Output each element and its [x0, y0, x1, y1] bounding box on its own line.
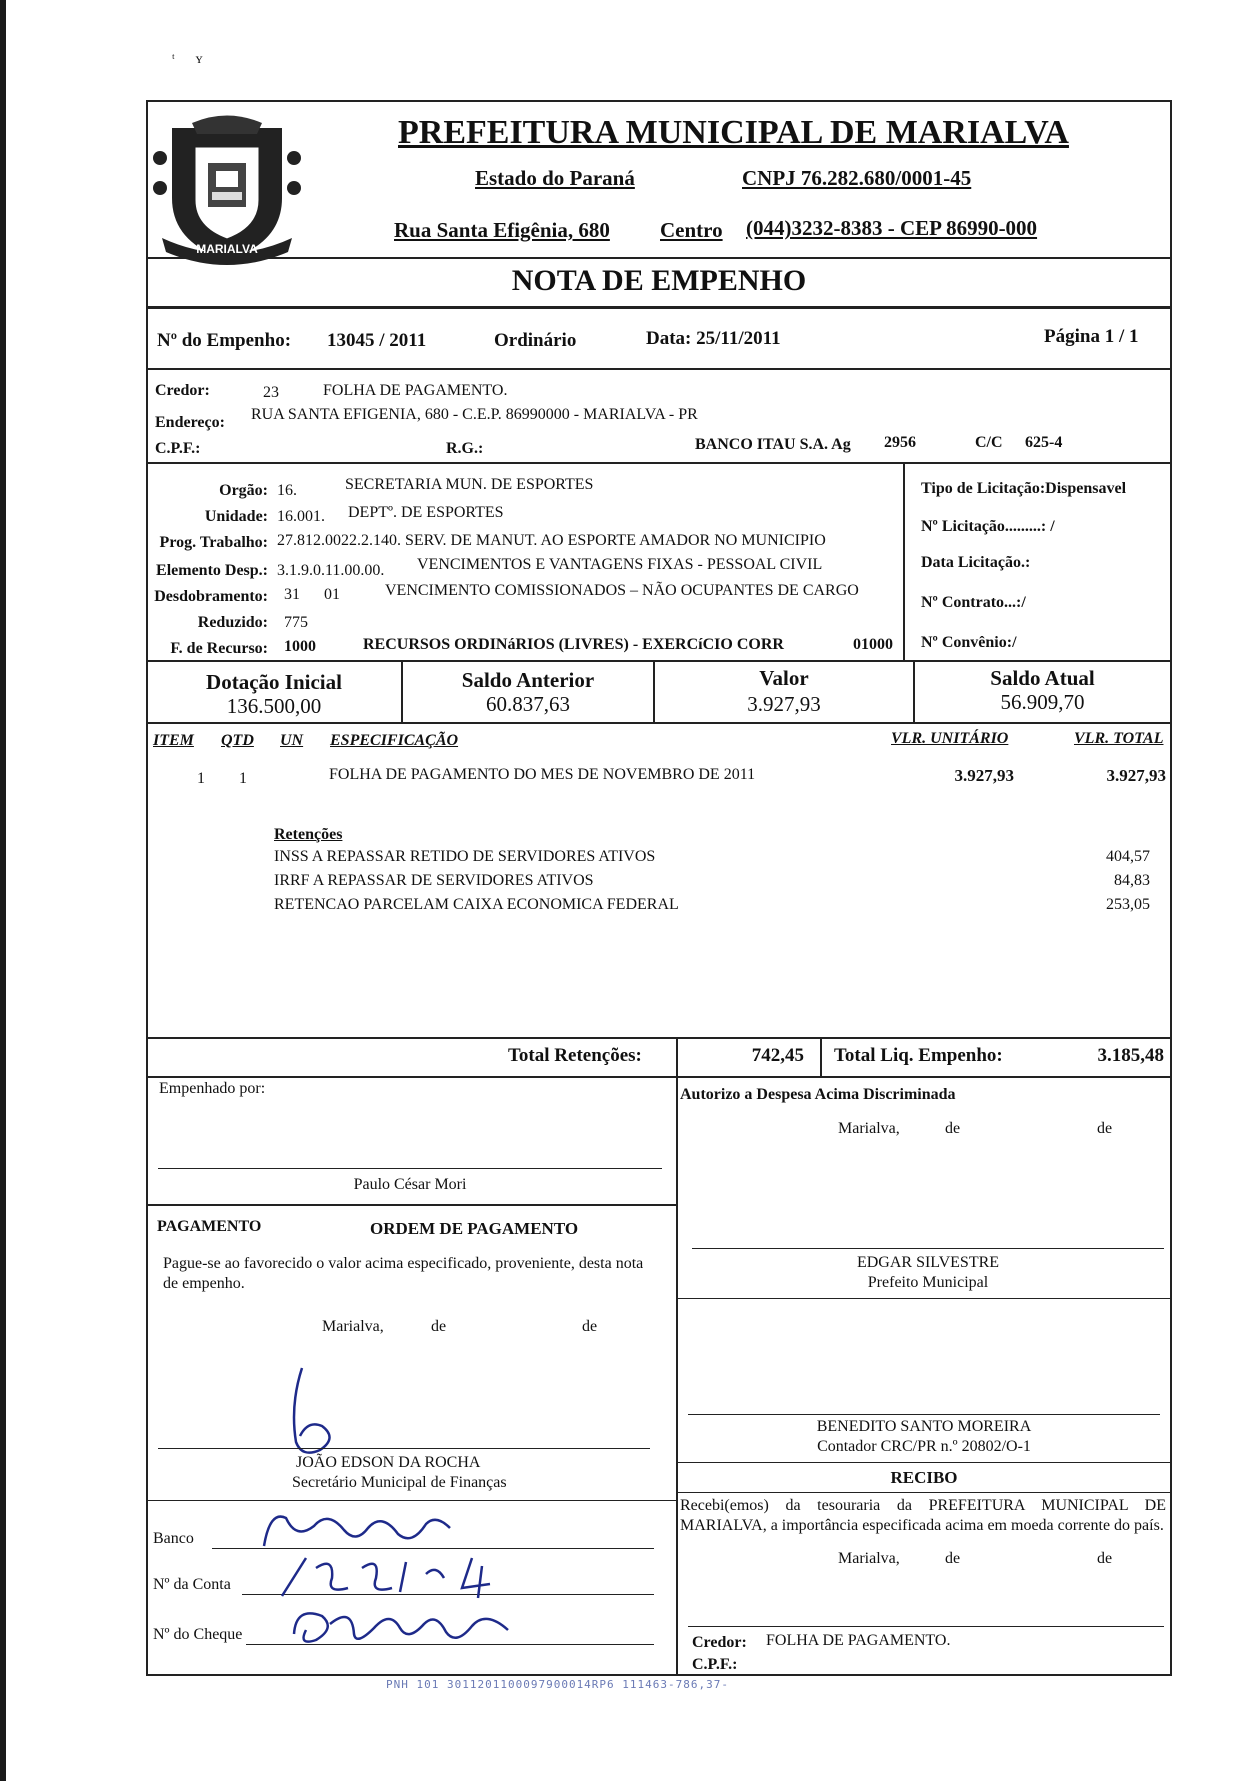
col-un: UN [280, 732, 304, 749]
reduzido-label: Reduzido: [197, 614, 268, 631]
item-qtd: 1 [239, 770, 247, 787]
col-vlr-unitario: VLR. UNITÁRIO [891, 730, 1009, 747]
scan-mark: ᵗ ʏ [172, 52, 203, 67]
reduzido-value: 775 [284, 614, 308, 631]
pague-text: Pague-se ao favorecido o valor acima especificado, proveniente, desta nota de empenho. [163, 1255, 644, 1292]
handwritten-cheque [286, 1594, 516, 1654]
empenho-type: Ordinário [494, 330, 577, 351]
credor-code: 23 [263, 384, 279, 401]
conta-label: Nº da Conta [153, 1576, 231, 1593]
col-qtd: QTD [221, 732, 254, 749]
secretario-title: Secretário Municipal de Finanças [292, 1474, 507, 1491]
pague-de: de [431, 1318, 447, 1335]
pague-de: de [582, 1318, 598, 1335]
header-address: Rua Santa Efigênia, 680 [394, 218, 610, 242]
ordem-pagamento-label: ORDEM DE PAGAMENTO [370, 1219, 579, 1238]
recurso-number: 01000 [853, 636, 893, 653]
bank-agency: 2956 [884, 434, 916, 451]
total-retencoes-value: 742,45 [751, 1045, 804, 1066]
col-vlr-total: VLR. TOTAL [1074, 730, 1164, 747]
recurso-label: F. de Recurso: [170, 640, 268, 657]
recibo-de: de [945, 1550, 961, 1567]
saldo-atual-value: 56.909,70 [1000, 690, 1085, 714]
data-licitacao: Data Licitação.: [921, 554, 1031, 571]
elemento-code: 3.1.9.0.11.00.00. [277, 562, 385, 579]
unidade-label: Unidade: [204, 508, 268, 525]
recibo-text: Recebi(emos) da tesouraria da PREFEITURA MUNICIPAL DE MARIALVA, a importância especificada acima em moeda corrente do país. [680, 1497, 1166, 1534]
endereco-value: RUA SANTA EFIGENIA, 680 - C.E.P. 86990000 - MARIALVA - PR [251, 406, 698, 423]
header-district: Centro [660, 218, 723, 242]
prefeito-name: EDGAR SILVESTRE [856, 1254, 1000, 1271]
retencao-desc: RETENCAO PARCELAM CAIXA ECONOMICA FEDERAL [274, 896, 679, 913]
saldo-atual-label: Saldo Atual [990, 666, 1095, 690]
recurso-name: RECURSOS ORDINáRIOS (LIVRES) - EXERCíCIO CORR [363, 636, 784, 653]
recibo-city: Marialva, [838, 1550, 900, 1567]
total-retencoes-label: Total Retenções: [508, 1045, 642, 1066]
header-phone-cep: (044)3232-8383 - CEP 86990-000 [746, 216, 1038, 240]
cc-value: 625-4 [1025, 434, 1063, 451]
n-convenio: Nº Convênio:/ [921, 634, 1017, 651]
orgao-name: SECRETARIA MUN. DE ESPORTES [345, 476, 594, 493]
cheque-label: Nº do Cheque [153, 1626, 243, 1643]
credor-name: FOLHA DE PAGAMENTO. [323, 382, 508, 399]
autorizo-city: Marialva, [838, 1120, 900, 1137]
contador-title: Contador CRC/PR n.º 20802/O-1 [817, 1438, 1031, 1455]
n-contrato: Nº Contrato...:/ [921, 594, 1026, 611]
secretario-name: JOÃO EDSON DA ROCHA [296, 1454, 481, 1471]
header-title: PREFEITURA MUNICIPAL DE MARIALVA [398, 114, 1069, 151]
valor-value: 3.927,93 [747, 692, 821, 716]
item-vlr-unitario: 3.927,93 [954, 766, 1014, 785]
desdobramento-name: VENCIMENTO COMISSIONADOS – NÃO OCUPANTES DE CARGO [385, 582, 859, 599]
document-title: NOTA DE EMPENHO [511, 264, 807, 297]
recibo-credor-label: Credor: [692, 1634, 747, 1651]
cpf-label: C.P.F.: [155, 440, 201, 457]
elemento-label: Elemento Desp.: [156, 562, 268, 579]
secretario-signature [280, 1360, 370, 1460]
cc-label: C/C [975, 434, 1003, 451]
item-especificacao: FOLHA DE PAGAMENTO DO MES DE NOVEMBRO DE 2011 [329, 766, 756, 783]
pague-city: Marialva, [322, 1318, 384, 1335]
prog-label: Prog. Trabalho: [159, 534, 268, 551]
credor-label: Credor: [155, 382, 210, 399]
unidade-name: DEPTº. DE ESPORTES [348, 504, 504, 521]
crest-text: MARIALVA [196, 242, 258, 256]
col-especificacao: ESPECIFICAÇÃO [330, 732, 459, 749]
elemento-name: VENCIMENTOS E VANTAGENS FIXAS - PESSOAL CIVIL [417, 556, 823, 573]
empenho-number: 13045 / 2011 [327, 330, 427, 351]
empenho-date: Data: 25/11/2011 [646, 328, 781, 349]
n-licitacao: Nº Licitação.........: / [921, 518, 1055, 535]
item-vlr-total: 3.927,93 [1106, 766, 1166, 785]
recibo-title: RECIBO [890, 1468, 958, 1487]
retencao-value: 84,83 [1114, 872, 1150, 889]
endereco-label: Endereço: [155, 414, 225, 431]
contador-name: BENEDITO SANTO MOREIRA [816, 1418, 1032, 1435]
recurso-code: 1000 [284, 638, 316, 655]
retencao-desc: IRRF A REPASSAR DE SERVIDORES ATIVOS [274, 872, 594, 889]
header-cnpj: CNPJ 76.282.680/0001-45 [742, 166, 972, 190]
page-number: Página 1 / 1 [1044, 326, 1139, 347]
prog-value: 27.812.0022.2.140. SERV. DE MANUT. AO ESPORTE AMADOR NO MUNICIPIO [277, 532, 826, 549]
retencao-desc: INSS A REPASSAR RETIDO DE SERVIDORES ATIVOS [274, 848, 656, 865]
recibo-credor-value: FOLHA DE PAGAMENTO. [766, 1632, 951, 1649]
pagamento-label: PAGAMENTO [157, 1218, 262, 1235]
autorizo-label: Autorizo a Despesa Acima Discriminada [680, 1086, 956, 1103]
autorizo-de: de [1097, 1120, 1113, 1137]
item-number: 1 [197, 770, 205, 787]
footer-code: PNH 101 3011201100097900014RP6 111463-786,37- [386, 1678, 730, 1691]
saldo-anterior-label: Saldo Anterior [461, 668, 595, 692]
scan-edge [0, 0, 6, 1781]
retencao-value: 253,05 [1106, 896, 1150, 913]
banco-label: Banco [153, 1530, 194, 1547]
bank-name: BANCO ITAU S.A. Ag [695, 436, 851, 453]
total-liq-label: Total Liq. Empenho: [834, 1045, 1003, 1066]
desdobramento-label: Desdobramento: [154, 588, 268, 605]
empenho-label: Nº do Empenho: [157, 330, 292, 351]
dotacao-value: 136.500,00 [226, 694, 322, 718]
col-item: ITEM [153, 732, 194, 749]
rg-label: R.G.: [446, 440, 484, 457]
municipal-crest-icon [152, 108, 302, 266]
retencoes-title: Retenções [274, 826, 343, 843]
header-state: Estado do Paraná [475, 166, 635, 190]
dotacao-label: Dotação Inicial [206, 670, 342, 694]
saldo-anterior-value: 60.837,63 [486, 692, 570, 716]
desdobramento-code: 31 01 [284, 586, 340, 603]
unidade-code: 16.001. [277, 508, 325, 525]
empenhado-name: Paulo César Mori [353, 1176, 467, 1193]
empenhado-label: Empenhado por: [159, 1080, 266, 1097]
orgao-label: Orgão: [219, 482, 268, 499]
autorizo-de: de [945, 1120, 961, 1137]
tipo-licitacao: Tipo de Licitação:Dispensavel [921, 480, 1127, 497]
retencao-value: 404,57 [1106, 848, 1150, 865]
valor-label: Valor [759, 666, 809, 690]
orgao-code: 16. [277, 482, 297, 499]
prefeito-title: Prefeito Municipal [867, 1274, 989, 1291]
recibo-de: de [1097, 1550, 1113, 1567]
total-liq-value: 3.185,48 [1097, 1045, 1164, 1066]
recibo-cpf-label: C.P.F.: [692, 1656, 738, 1673]
